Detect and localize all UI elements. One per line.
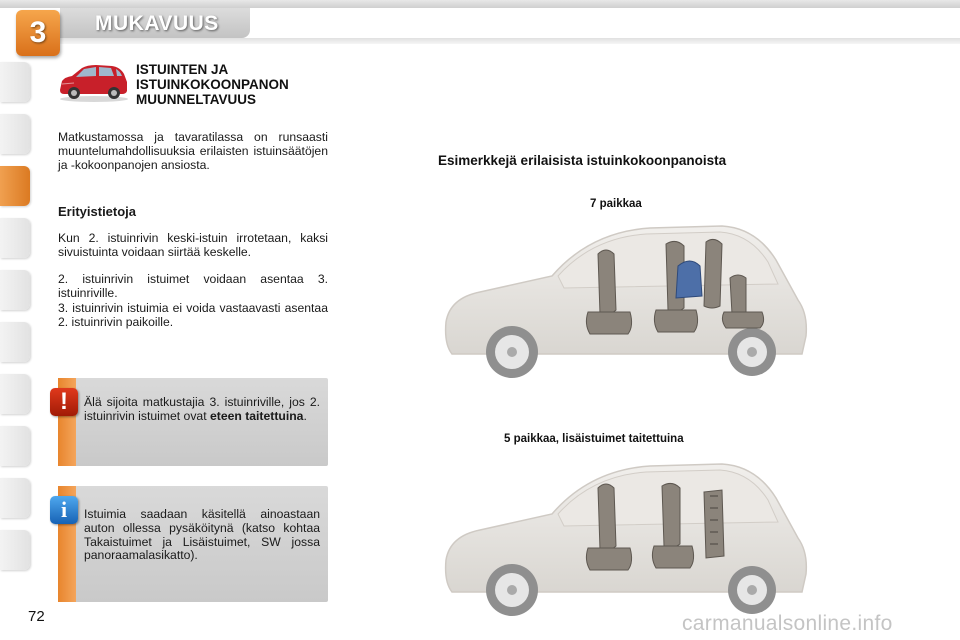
warning-box (58, 378, 328, 466)
seating-diagram-5-seats (440, 452, 816, 620)
section-title-line-1: ISTUINTEN JA (136, 62, 229, 77)
special-paragraph-1: Kun 2. istuinrivin keski-istuin irrotetaan, kaksi sivuistuinta voidaan siirtää keskelle. (58, 231, 328, 259)
car-icon (56, 60, 130, 104)
exclamation-icon: ! (50, 388, 78, 416)
chapter-tab-3[interactable] (0, 166, 30, 206)
chapter-badge[interactable]: 3 (16, 10, 60, 56)
special-paragraph-2: 2. istuinrivin istuimet voidaan asentaa 3. istuinriville. (58, 272, 328, 300)
figure-caption-1: 7 paikkaa (590, 198, 642, 210)
watermark: carmanualsonline.info (682, 612, 893, 635)
header-underline (60, 38, 960, 44)
examples-title: Esimerkkejä erilaisista istuinkokoonpanoista (438, 153, 727, 168)
seating-diagram-7-seats (440, 214, 816, 382)
section-title-line-2: ISTUINKOKOONPANON (136, 77, 289, 92)
warning-text-bold: eteen taitettuina (209, 408, 304, 423)
section-title (136, 62, 346, 107)
chapter-title: MUKAVUUS (95, 12, 219, 35)
chapter-tab-5[interactable] (0, 270, 30, 310)
info-box (58, 486, 328, 602)
info-text: Istuimia saadaan käsitellä ainoastaan auton ollessa pysäköitynä (katso kohtaa Takaistuimet ja Lisäistuimet, SW jossa panoraamalasikatto). (84, 507, 320, 563)
section-title-line-3: MUUNNELTAVUUS (136, 92, 256, 107)
figure-caption-2: 5 paikkaa, lisäistuimet taitettuina (504, 433, 684, 445)
intro-paragraph: Matkustamossa ja tavaratilassa on runsaasti muuntelumahdollisuuksia erilaisten istuinsäätöjen ja -kokoonpanojen ansiosta. (58, 130, 328, 172)
chapter-tabs (0, 62, 32, 582)
chapter-tab-10[interactable] (0, 530, 30, 570)
chapter-tab-9[interactable] (0, 478, 30, 518)
chapter-tab-7[interactable] (0, 374, 30, 414)
chapter-tab-1[interactable] (0, 62, 30, 102)
special-heading: Erityistietoja (58, 204, 137, 219)
special-paragraph-3: 3. istuinrivin istuimia ei voida vastaavasti asentaa 2. istuinrivin paikoille. (58, 301, 328, 329)
info-icon: i (50, 496, 78, 524)
page-number: 72 (28, 608, 45, 625)
chapter-tab-4[interactable] (0, 218, 30, 258)
chapter-tab-2[interactable] (0, 114, 30, 154)
warning-text (84, 396, 320, 424)
chapter-tab-6[interactable] (0, 322, 30, 362)
section-heading (56, 56, 346, 114)
chapter-tab-8[interactable] (0, 426, 30, 466)
warning-text-main: Älä sijoita matkustajia 3. istuinriville, jos 2. istuinrivin istuimet ovat (84, 395, 320, 423)
header-bar (0, 0, 960, 8)
warning-text-end: . (303, 408, 307, 423)
